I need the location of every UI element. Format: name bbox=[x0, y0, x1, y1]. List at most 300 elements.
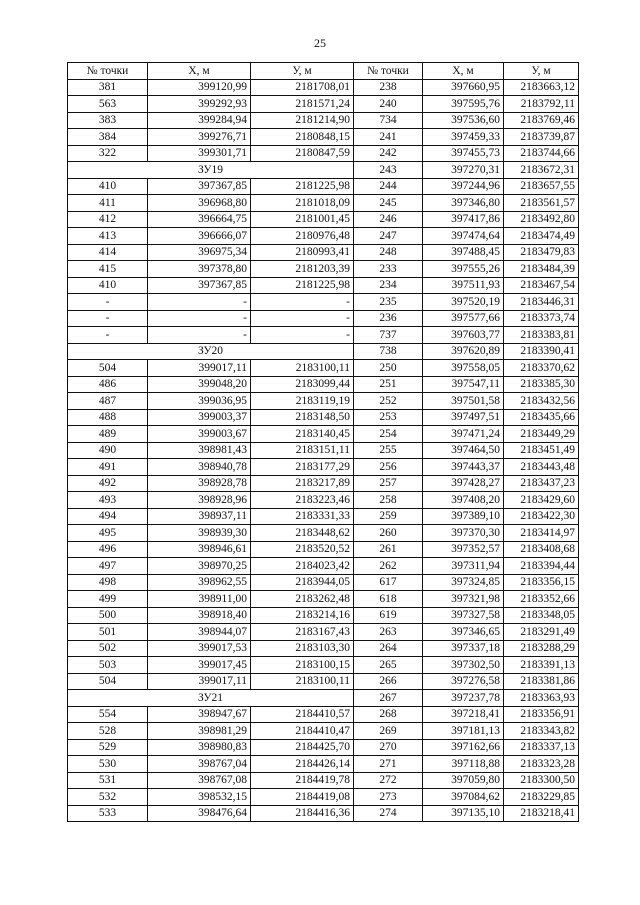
table-row bbox=[68, 129, 579, 146]
right-x-cell: 397346,80 bbox=[423, 195, 504, 212]
left-y-cell: 2183100,11 bbox=[251, 360, 354, 377]
right-y-cell: 2183394,44 bbox=[504, 558, 579, 575]
table-row bbox=[68, 739, 579, 756]
table-row bbox=[68, 789, 579, 806]
right-point-cell: 240 bbox=[354, 96, 423, 113]
right-x-cell: 397459,33 bbox=[423, 129, 504, 146]
right-point-cell: 269 bbox=[354, 723, 423, 740]
right-point-cell: 271 bbox=[354, 756, 423, 773]
right-x-cell: 397324,85 bbox=[423, 574, 504, 591]
right-point-cell: 267 bbox=[354, 690, 423, 707]
left-point-cell: 414 bbox=[68, 244, 148, 261]
left-point-cell: 530 bbox=[68, 756, 148, 773]
header-point-right: № точки bbox=[354, 63, 423, 80]
left-y-cell: 2184410,47 bbox=[251, 723, 354, 740]
right-point-cell: 246 bbox=[354, 211, 423, 228]
left-y-cell: 2181001,45 bbox=[251, 211, 354, 228]
right-point-cell: 257 bbox=[354, 475, 423, 492]
right-x-cell: 397244,96 bbox=[423, 178, 504, 195]
right-point-cell: 262 bbox=[354, 558, 423, 575]
left-point-cell: 500 bbox=[68, 607, 148, 624]
left-y-cell: - bbox=[251, 327, 354, 344]
section-label: ЗУ19 bbox=[68, 162, 354, 179]
table-row bbox=[68, 277, 579, 294]
left-point-cell: - bbox=[68, 327, 148, 344]
left-x-cell: 398911,00 bbox=[148, 591, 251, 608]
table-row bbox=[68, 409, 579, 426]
left-x-cell: 399036,95 bbox=[148, 393, 251, 410]
right-point-cell: 258 bbox=[354, 492, 423, 509]
right-x-cell: 397501,58 bbox=[423, 393, 504, 410]
left-y-cell: 2183520,52 bbox=[251, 541, 354, 558]
left-y-cell: 2184416,36 bbox=[251, 805, 354, 822]
left-point-cell: 493 bbox=[68, 492, 148, 509]
right-point-cell: 250 bbox=[354, 360, 423, 377]
table-row bbox=[68, 607, 579, 624]
right-x-cell: 397464,50 bbox=[423, 442, 504, 459]
right-y-cell: 2183422,30 bbox=[504, 508, 579, 525]
left-point-cell: 487 bbox=[68, 393, 148, 410]
left-y-cell: 2184419,78 bbox=[251, 772, 354, 789]
left-point-cell: 497 bbox=[68, 558, 148, 575]
right-y-cell: 2183769,46 bbox=[504, 112, 579, 129]
left-point-cell: 528 bbox=[68, 723, 148, 740]
right-y-cell: 2183479,83 bbox=[504, 244, 579, 261]
left-y-cell: 2181018,09 bbox=[251, 195, 354, 212]
left-point-cell: 499 bbox=[68, 591, 148, 608]
left-point-cell: 501 bbox=[68, 624, 148, 641]
right-point-cell: 235 bbox=[354, 294, 423, 311]
right-x-cell: 397118,88 bbox=[423, 756, 504, 773]
right-point-cell: 251 bbox=[354, 376, 423, 393]
right-point-cell: 619 bbox=[354, 607, 423, 624]
left-y-cell: 2183140,45 bbox=[251, 426, 354, 443]
left-x-cell: 399284,94 bbox=[148, 112, 251, 129]
left-y-cell: 2183217,89 bbox=[251, 475, 354, 492]
right-y-cell: 2183414,97 bbox=[504, 525, 579, 542]
right-y-cell: 2183288,29 bbox=[504, 640, 579, 657]
right-y-cell: 2183408,68 bbox=[504, 541, 579, 558]
right-point-cell: 247 bbox=[354, 228, 423, 245]
right-point-cell: 264 bbox=[354, 640, 423, 657]
left-point-cell: 410 bbox=[68, 178, 148, 195]
table-row bbox=[68, 228, 579, 245]
left-x-cell: 398928,78 bbox=[148, 475, 251, 492]
left-point-cell: 494 bbox=[68, 508, 148, 525]
left-x-cell: - bbox=[148, 327, 251, 344]
left-y-cell: 2184410,57 bbox=[251, 706, 354, 723]
left-y-cell: 2180993,41 bbox=[251, 244, 354, 261]
right-point-cell: 256 bbox=[354, 459, 423, 476]
table-row bbox=[68, 492, 579, 509]
page-number: 25 bbox=[314, 36, 326, 50]
left-y-cell: 2183177,29 bbox=[251, 459, 354, 476]
right-x-cell: 397555,26 bbox=[423, 261, 504, 278]
right-point-cell: 737 bbox=[354, 327, 423, 344]
left-x-cell: 398928,96 bbox=[148, 492, 251, 509]
left-y-cell: 2183151,11 bbox=[251, 442, 354, 459]
table-row bbox=[68, 723, 579, 740]
right-point-cell: 238 bbox=[354, 79, 423, 96]
right-point-cell: 263 bbox=[354, 624, 423, 641]
right-y-cell: 2183443,48 bbox=[504, 459, 579, 476]
right-x-cell: 397302,50 bbox=[423, 657, 504, 674]
right-x-cell: 397417,86 bbox=[423, 211, 504, 228]
right-y-cell: 2183449,29 bbox=[504, 426, 579, 443]
section-label: ЗУ20 bbox=[68, 343, 354, 360]
left-x-cell: 399003,37 bbox=[148, 409, 251, 426]
left-y-cell: 2183214,16 bbox=[251, 607, 354, 624]
right-y-cell: 2183446,31 bbox=[504, 294, 579, 311]
left-x-cell: 398981,29 bbox=[148, 723, 251, 740]
table-body bbox=[68, 79, 579, 822]
left-point-cell: 413 bbox=[68, 228, 148, 245]
left-x-cell: 398476,64 bbox=[148, 805, 251, 822]
left-point-cell: 533 bbox=[68, 805, 148, 822]
left-y-cell: 2183103,30 bbox=[251, 640, 354, 657]
right-y-cell: 2183337,13 bbox=[504, 739, 579, 756]
right-x-cell: 397536,60 bbox=[423, 112, 504, 129]
right-x-cell: 397181,13 bbox=[423, 723, 504, 740]
table-row bbox=[68, 426, 579, 443]
left-x-cell: - bbox=[148, 310, 251, 327]
right-x-cell: 397511,93 bbox=[423, 277, 504, 294]
right-x-cell: 397595,76 bbox=[423, 96, 504, 113]
right-x-cell: 397577,66 bbox=[423, 310, 504, 327]
right-point-cell: 234 bbox=[354, 277, 423, 294]
left-point-cell: 415 bbox=[68, 261, 148, 278]
left-x-cell: 398962,55 bbox=[148, 574, 251, 591]
table-row bbox=[68, 310, 579, 327]
right-point-cell: 734 bbox=[354, 112, 423, 129]
right-x-cell: 397474,64 bbox=[423, 228, 504, 245]
left-y-cell: - bbox=[251, 310, 354, 327]
right-x-cell: 397443,37 bbox=[423, 459, 504, 476]
left-x-cell: - bbox=[148, 294, 251, 311]
right-y-cell: 2183373,74 bbox=[504, 310, 579, 327]
left-x-cell: 398918,40 bbox=[148, 607, 251, 624]
table-row bbox=[68, 459, 579, 476]
right-y-cell: 2183352,66 bbox=[504, 591, 579, 608]
table-row bbox=[68, 195, 579, 212]
right-y-cell: 2183356,15 bbox=[504, 574, 579, 591]
left-x-cell: 399048,20 bbox=[148, 376, 251, 393]
right-x-cell: 397389,10 bbox=[423, 508, 504, 525]
table-row bbox=[68, 360, 579, 377]
left-x-cell: 398939,30 bbox=[148, 525, 251, 542]
left-y-cell: 2181214,90 bbox=[251, 112, 354, 129]
table-row bbox=[68, 640, 579, 657]
table-row bbox=[68, 79, 579, 96]
left-y-cell: 2181225,98 bbox=[251, 277, 354, 294]
table-row bbox=[68, 294, 579, 311]
right-x-cell: 397237,78 bbox=[423, 690, 504, 707]
right-point-cell: 261 bbox=[354, 541, 423, 558]
right-point-cell: 242 bbox=[354, 145, 423, 162]
left-x-cell: 397378,80 bbox=[148, 261, 251, 278]
left-x-cell: 399017,11 bbox=[148, 360, 251, 377]
right-y-cell: 2183323,28 bbox=[504, 756, 579, 773]
right-point-cell: 265 bbox=[354, 657, 423, 674]
left-y-cell: 2183167,43 bbox=[251, 624, 354, 641]
right-y-cell: 2183429,60 bbox=[504, 492, 579, 509]
right-point-cell: 253 bbox=[354, 409, 423, 426]
right-x-cell: 397370,30 bbox=[423, 525, 504, 542]
header-point-left: № точки bbox=[68, 63, 148, 80]
left-y-cell: 2183148,50 bbox=[251, 409, 354, 426]
right-x-cell: 397620,89 bbox=[423, 343, 504, 360]
right-x-cell: 397270,31 bbox=[423, 162, 504, 179]
table-row bbox=[68, 657, 579, 674]
left-x-cell: 398767,04 bbox=[148, 756, 251, 773]
right-x-cell: 397059,80 bbox=[423, 772, 504, 789]
left-y-cell: 2183100,15 bbox=[251, 657, 354, 674]
left-x-cell: 398980,83 bbox=[148, 739, 251, 756]
left-x-cell: 396975,34 bbox=[148, 244, 251, 261]
table-row bbox=[68, 211, 579, 228]
table-row bbox=[68, 805, 579, 822]
left-point-cell: 486 bbox=[68, 376, 148, 393]
table-row bbox=[68, 244, 579, 261]
table-row bbox=[68, 541, 579, 558]
left-x-cell: 399292,93 bbox=[148, 96, 251, 113]
right-y-cell: 2183437,23 bbox=[504, 475, 579, 492]
left-y-cell: - bbox=[251, 294, 354, 311]
table-row bbox=[68, 96, 579, 113]
left-y-cell: 2183262,48 bbox=[251, 591, 354, 608]
table-row bbox=[68, 690, 579, 707]
right-x-cell: 397455,73 bbox=[423, 145, 504, 162]
right-point-cell: 243 bbox=[354, 162, 423, 179]
left-x-cell: 398937,11 bbox=[148, 508, 251, 525]
left-point-cell: 504 bbox=[68, 360, 148, 377]
left-y-cell: 2181571,24 bbox=[251, 96, 354, 113]
table-row bbox=[68, 162, 579, 179]
table-row bbox=[68, 673, 579, 690]
right-y-cell: 2183291,49 bbox=[504, 624, 579, 641]
left-y-cell: 2180976,48 bbox=[251, 228, 354, 245]
right-point-cell: 738 bbox=[354, 343, 423, 360]
table-row bbox=[68, 261, 579, 278]
right-y-cell: 2183474,49 bbox=[504, 228, 579, 245]
right-point-cell: 270 bbox=[354, 739, 423, 756]
left-point-cell: 410 bbox=[68, 277, 148, 294]
left-x-cell: 399120,99 bbox=[148, 79, 251, 96]
right-y-cell: 2183300,50 bbox=[504, 772, 579, 789]
right-x-cell: 397346,65 bbox=[423, 624, 504, 641]
left-point-cell: - bbox=[68, 310, 148, 327]
left-point-cell: 495 bbox=[68, 525, 148, 542]
right-point-cell: 618 bbox=[354, 591, 423, 608]
left-x-cell: 397367,85 bbox=[148, 277, 251, 294]
left-y-cell: 2184023,42 bbox=[251, 558, 354, 575]
right-point-cell: 244 bbox=[354, 178, 423, 195]
left-point-cell: 504 bbox=[68, 673, 148, 690]
left-x-cell: 399017,11 bbox=[148, 673, 251, 690]
left-y-cell: 2184426,14 bbox=[251, 756, 354, 773]
right-point-cell: 255 bbox=[354, 442, 423, 459]
right-y-cell: 2183391,13 bbox=[504, 657, 579, 674]
right-y-cell: 2183363,93 bbox=[504, 690, 579, 707]
right-point-cell: 617 bbox=[354, 574, 423, 591]
right-x-cell: 397311,94 bbox=[423, 558, 504, 575]
left-point-cell: 412 bbox=[68, 211, 148, 228]
left-point-cell: 531 bbox=[68, 772, 148, 789]
right-y-cell: 2183561,57 bbox=[504, 195, 579, 212]
left-y-cell: 2184425,70 bbox=[251, 739, 354, 756]
table-row bbox=[68, 558, 579, 575]
left-y-cell: 2183100,11 bbox=[251, 673, 354, 690]
right-y-cell: 2183663,12 bbox=[504, 79, 579, 96]
left-y-cell: 2181203,39 bbox=[251, 261, 354, 278]
table-row bbox=[68, 624, 579, 641]
left-y-cell: 2180847,59 bbox=[251, 145, 354, 162]
right-x-cell: 397428,27 bbox=[423, 475, 504, 492]
right-point-cell: 245 bbox=[354, 195, 423, 212]
right-point-cell: 236 bbox=[354, 310, 423, 327]
coordinates-table bbox=[67, 62, 579, 822]
right-x-cell: 397488,45 bbox=[423, 244, 504, 261]
right-x-cell: 397321,98 bbox=[423, 591, 504, 608]
right-y-cell: 2183432,56 bbox=[504, 393, 579, 410]
table-row bbox=[68, 178, 579, 195]
left-point-cell: 383 bbox=[68, 112, 148, 129]
header-x-left: X, м bbox=[148, 63, 251, 80]
left-y-cell: 2183944,05 bbox=[251, 574, 354, 591]
right-point-cell: 272 bbox=[354, 772, 423, 789]
left-point-cell: 498 bbox=[68, 574, 148, 591]
right-point-cell: 248 bbox=[354, 244, 423, 261]
right-y-cell: 2183229,85 bbox=[504, 789, 579, 806]
left-x-cell: 396664,75 bbox=[148, 211, 251, 228]
table-row bbox=[68, 343, 579, 360]
right-y-cell: 2183390,41 bbox=[504, 343, 579, 360]
left-x-cell: 397367,85 bbox=[148, 178, 251, 195]
right-y-cell: 2183370,62 bbox=[504, 360, 579, 377]
table-row bbox=[68, 112, 579, 129]
left-point-cell: 488 bbox=[68, 409, 148, 426]
right-y-cell: 2183484,39 bbox=[504, 261, 579, 278]
left-point-cell: 489 bbox=[68, 426, 148, 443]
left-point-cell: 411 bbox=[68, 195, 148, 212]
left-x-cell: 398947,67 bbox=[148, 706, 251, 723]
right-point-cell: 273 bbox=[354, 789, 423, 806]
left-y-cell: 2183223,46 bbox=[251, 492, 354, 509]
right-x-cell: 397352,57 bbox=[423, 541, 504, 558]
right-y-cell: 2183348,05 bbox=[504, 607, 579, 624]
left-point-cell: 503 bbox=[68, 657, 148, 674]
right-x-cell: 397408,20 bbox=[423, 492, 504, 509]
right-x-cell: 397327,58 bbox=[423, 607, 504, 624]
table-row bbox=[68, 706, 579, 723]
right-x-cell: 397558,05 bbox=[423, 360, 504, 377]
left-point-cell: 381 bbox=[68, 79, 148, 96]
left-y-cell: 2183331,33 bbox=[251, 508, 354, 525]
left-point-cell: 492 bbox=[68, 475, 148, 492]
table-row bbox=[68, 525, 579, 542]
right-point-cell: 259 bbox=[354, 508, 423, 525]
section-label: ЗУ21 bbox=[68, 690, 354, 707]
left-x-cell: 398532,15 bbox=[148, 789, 251, 806]
table-row bbox=[68, 772, 579, 789]
left-y-cell: 2180848,15 bbox=[251, 129, 354, 146]
right-y-cell: 2183218,41 bbox=[504, 805, 579, 822]
left-x-cell: 398981,43 bbox=[148, 442, 251, 459]
right-x-cell: 397218,41 bbox=[423, 706, 504, 723]
right-x-cell: 397660,95 bbox=[423, 79, 504, 96]
left-y-cell: 2183448,62 bbox=[251, 525, 354, 542]
header-y-right: У, м bbox=[504, 63, 579, 80]
left-x-cell: 398944,07 bbox=[148, 624, 251, 641]
right-x-cell: 397497,51 bbox=[423, 409, 504, 426]
table-row bbox=[68, 574, 579, 591]
right-point-cell: 274 bbox=[354, 805, 423, 822]
right-y-cell: 2183383,81 bbox=[504, 327, 579, 344]
table-row bbox=[68, 376, 579, 393]
table-row bbox=[68, 475, 579, 492]
left-x-cell: 399276,71 bbox=[148, 129, 251, 146]
left-x-cell: 399301,71 bbox=[148, 145, 251, 162]
right-x-cell: 397547,11 bbox=[423, 376, 504, 393]
right-point-cell: 233 bbox=[354, 261, 423, 278]
left-x-cell: 399003,67 bbox=[148, 426, 251, 443]
right-y-cell: 2183492,80 bbox=[504, 211, 579, 228]
right-point-cell: 254 bbox=[354, 426, 423, 443]
right-point-cell: 266 bbox=[354, 673, 423, 690]
right-x-cell: 397337,18 bbox=[423, 640, 504, 657]
table-row bbox=[68, 327, 579, 344]
table-row bbox=[68, 442, 579, 459]
right-x-cell: 397471,24 bbox=[423, 426, 504, 443]
left-point-cell: 532 bbox=[68, 789, 148, 806]
right-x-cell: 397276,58 bbox=[423, 673, 504, 690]
right-x-cell: 397603,77 bbox=[423, 327, 504, 344]
right-y-cell: 2183739,87 bbox=[504, 129, 579, 146]
left-point-cell: 502 bbox=[68, 640, 148, 657]
left-point-cell: 490 bbox=[68, 442, 148, 459]
right-point-cell: 268 bbox=[354, 706, 423, 723]
right-y-cell: 2183343,82 bbox=[504, 723, 579, 740]
left-point-cell: 554 bbox=[68, 706, 148, 723]
right-point-cell: 241 bbox=[354, 129, 423, 146]
left-x-cell: 396666,07 bbox=[148, 228, 251, 245]
left-y-cell: 2181708,01 bbox=[251, 79, 354, 96]
right-y-cell: 2183385,30 bbox=[504, 376, 579, 393]
header-y-left: У, м bbox=[251, 63, 354, 80]
right-point-cell: 260 bbox=[354, 525, 423, 542]
right-y-cell: 2183672,31 bbox=[504, 162, 579, 179]
right-x-cell: 397520,19 bbox=[423, 294, 504, 311]
table-row bbox=[68, 591, 579, 608]
left-point-cell: 563 bbox=[68, 96, 148, 113]
right-y-cell: 2183657,55 bbox=[504, 178, 579, 195]
table-row bbox=[68, 508, 579, 525]
table-header-row bbox=[68, 63, 579, 80]
right-x-cell: 397084,62 bbox=[423, 789, 504, 806]
left-x-cell: 398940,78 bbox=[148, 459, 251, 476]
table-row bbox=[68, 756, 579, 773]
right-y-cell: 2183435,66 bbox=[504, 409, 579, 426]
right-y-cell: 2183451,49 bbox=[504, 442, 579, 459]
right-y-cell: 2183381,86 bbox=[504, 673, 579, 690]
left-x-cell: 399017,53 bbox=[148, 640, 251, 657]
right-y-cell: 2183356,91 bbox=[504, 706, 579, 723]
header-x-right: X, м bbox=[423, 63, 504, 80]
right-point-cell: 252 bbox=[354, 393, 423, 410]
table-row bbox=[68, 145, 579, 162]
left-x-cell: 398946,61 bbox=[148, 541, 251, 558]
left-point-cell: - bbox=[68, 294, 148, 311]
